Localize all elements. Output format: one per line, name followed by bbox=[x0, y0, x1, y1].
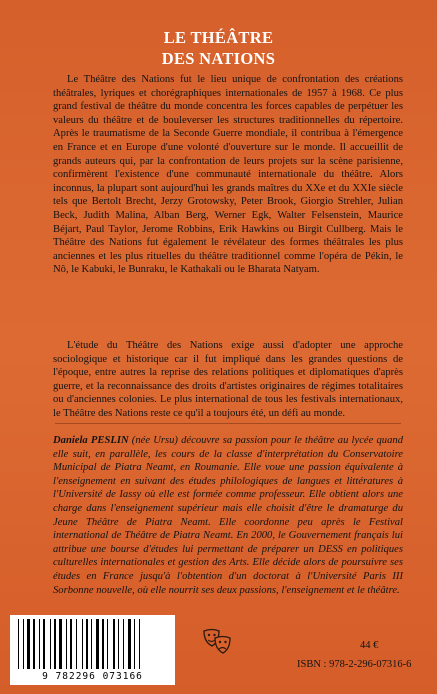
barcode-bar bbox=[91, 619, 92, 669]
barcode bbox=[10, 615, 175, 685]
price: 44 € bbox=[360, 640, 379, 651]
author-bio-text bbox=[53, 434, 403, 597]
barcode-bar bbox=[66, 619, 67, 669]
barcode-bar bbox=[39, 619, 40, 669]
barcode-bar bbox=[70, 619, 72, 669]
barcode-bar bbox=[18, 619, 19, 669]
barcode-bar bbox=[23, 619, 24, 669]
barcode-bar bbox=[107, 619, 108, 669]
theatre-masks-icon bbox=[200, 625, 234, 659]
barcode-bar bbox=[139, 619, 140, 669]
barcode-bar bbox=[33, 619, 35, 669]
barcode-bar bbox=[123, 619, 124, 669]
divider bbox=[55, 423, 401, 424]
barcode-bar bbox=[43, 619, 45, 669]
barcode-bar bbox=[118, 619, 119, 669]
barcode-bars bbox=[18, 619, 168, 669]
barcode-bar bbox=[128, 619, 131, 669]
summary-paragraph-1 bbox=[53, 73, 403, 277]
barcode-bar bbox=[54, 619, 56, 669]
book-title bbox=[0, 27, 437, 69]
author-name: Daniela PESLIN bbox=[53, 435, 129, 446]
author-bio bbox=[53, 434, 403, 597]
barcode-bar bbox=[76, 619, 77, 669]
summary-text-1: Le Théâtre des Nations fut le lieu unique de confrontation des créations théâtrales, lyriques et chorégraphiques internationales de 1957 à 1968. Ce plus grand festival de théâtre du monde concentra les forces capables de perpétuer les valeurs du théâtre et de bouleverser les structures traditionnelles du répertoire. Après le traumatisme de la Seconde Guerre mondiale, il contribua à l'émergence en France et en Europe d'une volonté d'ouverture sur le monde. Il accueillit de grands auteurs qui, par la confrontation de leurs projets sur la scène parisienne, confirmèrent l'existence d'une communauté internationale du théâtre. Alors inconnus, la plupart sont aujourd'hui les grands maîtres du XXe et du XXIe siècle tels que Bertolt Brecht, Jerzy Grotowsky, Peter Brook, Giorgio Strehler, Julian Beck, Judith Malina, Alban Berg, Werner Egk, Walter Felsenstein, Maurice Béjart, Paul Taylor, Jerome Robbins, Erik Hawkins ou Birgit Cullberg. Mais le Théâtre des Nations fut également le révélateur des formes théâtrales les plus anciennes et les plus rituelles du théâtre traditionnel comme l'opéra de Pékin, le Nô, le Kabuki, le Bunraku, le Kathakali ou le Bharata Natyam. bbox=[53, 74, 403, 276]
barcode-bar bbox=[59, 619, 62, 669]
barcode-bar bbox=[82, 619, 83, 669]
barcode-bar bbox=[50, 619, 51, 669]
summary-text-2: L'étude du Théâtre des Nations exige aussi d'adopter une approche sociologique et historique car il fut impliqué dans les grandes questions de l'époque, entre autres la reprise des relations politiques et diplomatiques d'après guerre, et la reconnaissance des droits d'artistes originaires de régimes totalitaires ou d'anciennes colonies. Le plus international de tous les festivals internationaux, le Théâtre des Nations reste ce qu'il a toujours été, un défi au monde. bbox=[53, 340, 403, 419]
barcode-bar bbox=[96, 619, 99, 669]
barcode-bar bbox=[86, 619, 88, 669]
summary-paragraph-2 bbox=[53, 339, 403, 421]
barcode-number: 9 782296 073166 bbox=[42, 671, 143, 682]
title-line-2: DES NATIONS bbox=[161, 49, 276, 68]
barcode-bar bbox=[27, 619, 30, 669]
barcode-bar bbox=[102, 619, 104, 669]
author-bio-body: (née Ursu) découvre sa passion pour le théâtre au lycée quand elle suit, en parallèle, les cours de la classe d'interprétation du Conservatoire Municipal de Piatra Neamt, en Roumanie. Elle voue une passion équivalente à l'enseignement en suivant des études philologiques de langues et littératures à l'Université de Iassy où elle est formée comme professeur. Elle obtient alors une charge dans l'enseignement supérieur mais elle choisit d'être le dramaturge du Jeune Théâtre de Piatra Neamt. Elle coordonne peu après le Festival international de Théâtre de Piatra Neamt. En 2000, le Gouvernement français lui attribue une bourse d'études lui permettant de préparer un DESS en politiques culturelles internationales et gestion des Arts. Elle décide alors de poursuivre ses études en France jusqu'à l'obtention d'un doctorat à l'Université Paris III Sorbonne nouvelle, où elle nourrit ses deux passions, l'enseignement et le théâtre. bbox=[53, 435, 403, 596]
title-line-1: LE THÉÂTRE bbox=[163, 28, 274, 47]
barcode-bar bbox=[134, 619, 135, 669]
isbn: ISBN : 978-2-296-07316-6 bbox=[297, 659, 412, 670]
barcode-bar bbox=[113, 619, 115, 669]
